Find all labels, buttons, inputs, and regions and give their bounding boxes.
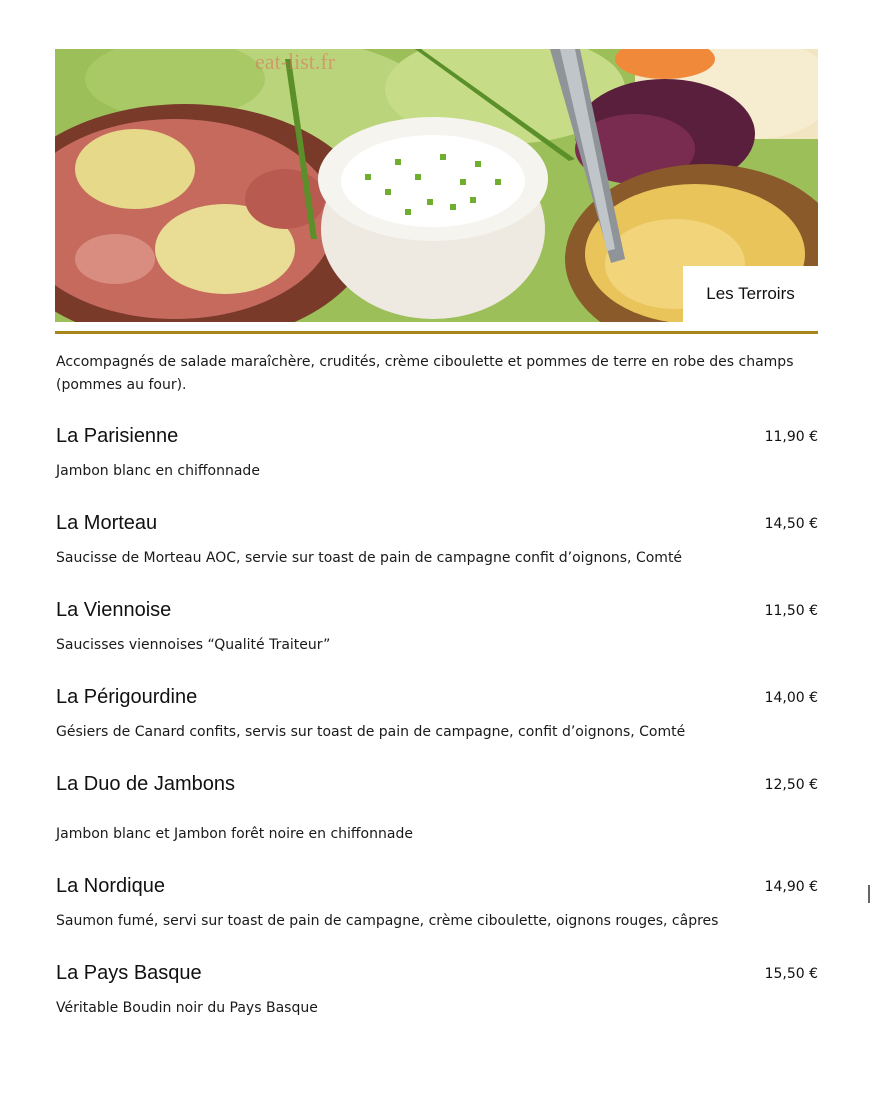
watermark-text: eat-list.fr	[255, 49, 336, 74]
intro-text: Accompagnés de salade maraîchère, crudités, crème ciboulette et pommes de terre en robe des champs (pommes au four).	[56, 354, 794, 393]
menu-item-description: Gésiers de Canard confits, servis sur toast de pain de campagne, confit d’oignons, Comté	[56, 724, 686, 740]
menu-item-description: Jambon blanc en chiffonnade	[56, 463, 260, 479]
menu-item-price: 11,90 €	[764, 429, 818, 445]
menu-item-price: 11,50 €	[764, 603, 818, 619]
page-edge-mark	[868, 885, 870, 903]
menu-item-name: La Viennoise	[56, 599, 172, 621]
menu-item-name: La Parisienne	[56, 425, 179, 447]
menu-item-price: 12,50 €	[764, 777, 818, 793]
menu-item-name: La Morteau	[56, 512, 158, 534]
menu-item-description: Saumon fumé, servi sur toast de pain de campagne, crème ciboulette, oignons rouges, câpres	[56, 913, 719, 929]
menu-item-price: 15,50 €	[764, 966, 818, 982]
hero-food-image	[55, 49, 818, 322]
menu-item-name: La Duo de Jambons	[56, 773, 236, 795]
menu-item-name: La Pays Basque	[56, 962, 202, 984]
menu-item-description: Véritable Boudin noir du Pays Basque	[56, 1000, 318, 1016]
menu-item-name: La Nordique	[56, 875, 165, 897]
gold-divider	[55, 331, 818, 334]
menu-item-description: Jambon blanc et Jambon forêt noire en chiffonnade	[56, 826, 413, 842]
menu-item-price: 14,50 €	[764, 516, 818, 532]
menu-item-name: La Périgourdine	[56, 686, 198, 708]
menu-item-price: 14,00 €	[764, 690, 818, 706]
menu-item-price: 14,90 €	[764, 879, 818, 895]
menu-item-description: Saucisses viennoises “Qualité Traiteur”	[56, 637, 331, 653]
menu-item-description: Saucisse de Morteau AOC, servie sur toast de pain de campagne confit d’oignons, Comté	[56, 550, 683, 566]
section-title: Les Terroirs	[683, 266, 818, 322]
